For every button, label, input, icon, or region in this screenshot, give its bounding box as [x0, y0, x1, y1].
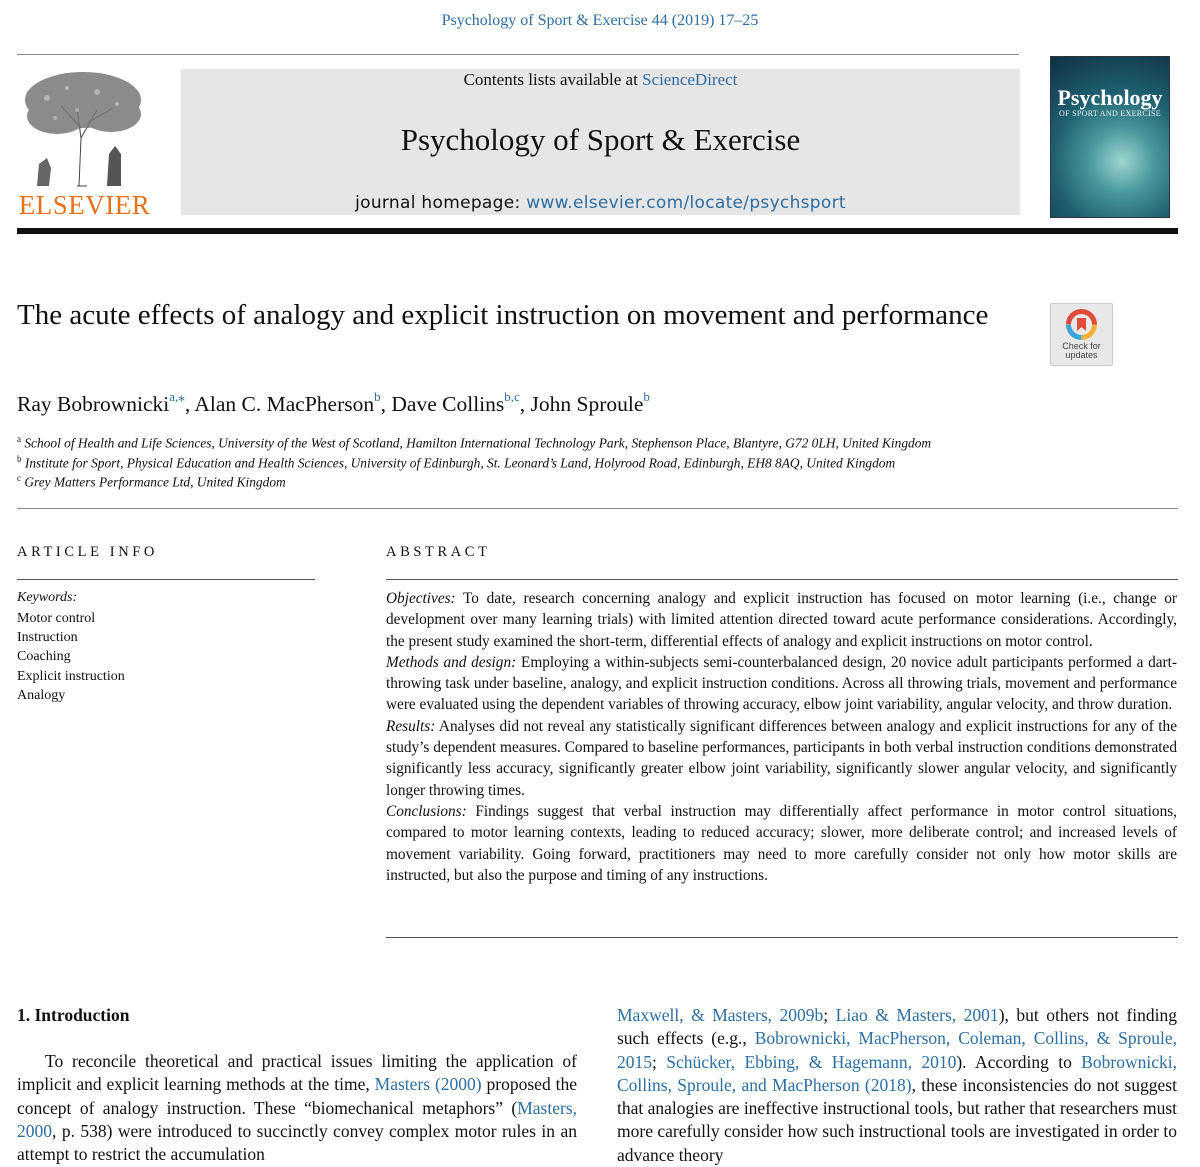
abstract-objectives — [386, 588, 1177, 652]
citation-link[interactable]: Bobrownicki, MacPherson, Coleman, Collins, & Sproule, 2015 — [617, 1028, 1177, 1072]
contents-line — [181, 70, 1020, 90]
body-column-right — [617, 1004, 1177, 1167]
author-affiliation-mark[interactable]: b — [374, 389, 381, 404]
affiliation — [17, 454, 895, 471]
citation-link[interactable]: Bobrownicki, Collins, Sproule, and MacPherson (2018) — [617, 1051, 1177, 1095]
abstract-bottom-rule — [386, 937, 1178, 938]
body-text: ; — [823, 1005, 836, 1025]
abstract-top-rule — [386, 579, 1178, 580]
keyword: Explicit instruction — [17, 668, 125, 684]
citation-link[interactable]: Masters (2000) — [374, 1074, 482, 1095]
section-heading-introduction: 1. Introduction — [17, 1005, 130, 1025]
affiliation — [17, 473, 286, 490]
author-list: Ray Bobrownicki$^{a,⁎}$, Alan C. MacPherson$^b$, Dave Collins$^{b,c}$, John Sproule$^b$ — [17, 389, 650, 416]
abstract-conclusions — [386, 801, 1177, 886]
contents-prefix: Contents lists available at — [463, 70, 643, 89]
abstract-section-text: Findings suggest that verbal instruction may differentially affect performance in motor control situations, compared to motor learning contexts, leading to reduced accuracy; slower, more deliberate control; and increased levels of movement variability. Going forward, practitioners may need to more carefully consider not only how motor skills are instructed, but also the purpose and timing of any instructions. — [386, 802, 1177, 884]
body-text: ; — [652, 1051, 667, 1072]
cover-subtitle: OF SPORT AND EXERCISE — [1059, 109, 1161, 118]
keyword: Motor control — [17, 611, 96, 626]
abstract-results — [386, 716, 1177, 801]
article-info-rule — [17, 579, 315, 580]
affiliation-text: Institute for Sport, Physical Education and Health Sciences, University of Edinburgh, St. Leonard’s Land, Holyrood Road, Edinburgh, EH8 8AQ, United Kingdom — [24, 454, 896, 470]
author-name[interactable]: John Sproule — [530, 392, 644, 416]
author-affiliation-mark[interactable]: b — [643, 389, 650, 404]
journal-cover-image[interactable] — [1050, 56, 1170, 218]
keyword: Coaching — [17, 649, 71, 665]
citation-link[interactable]: Masters, 2000 — [17, 1097, 577, 1141]
header-top-rule — [17, 54, 1019, 55]
body-text: proposed the concept of analogy instruction. These “biomechanical metaphors” ( — [17, 1074, 577, 1118]
journal-title: Psychology of Sport & Exercise — [400, 122, 801, 157]
abstract-section-text: Analyses did not reveal any statistically significant differences between analogy and explicit instructions for any of the study’s dependent measures. Compared to baseline performances, participants in both verbal instruction conditions demonstrated significantly less accuracy, significantly greater elbow joint variability, significantly slower angular velocity, and significantly longer throwing times. — [386, 717, 1177, 799]
abstract-section-label: Conclusions: — [386, 802, 467, 820]
affiliation-mark: a — [17, 434, 21, 444]
check-for-updates-label: Check for updates — [1062, 341, 1101, 360]
body-text: , these inconsistencies do not suggest that analogies are ineffective instructional tools, but rather that researchers must more carefully consider how such instructional tools are investigated in order to advance theory — [617, 1074, 1177, 1165]
homepage-prefix: journal homepage: — [355, 193, 527, 213]
abstract-section-text: To date, research concerning analogy and explicit instruction has focused on motor learning (i.e., change or development over many learning trials) with limited attention directed toward acute performance considerations. Accordingly, the present study examined the short-term, differential effects of analogy and explicit instructions on motor control. — [386, 590, 1177, 650]
keyword: Instruction — [17, 630, 78, 646]
body-column-left — [17, 1050, 577, 1166]
journal-homepage-line — [181, 193, 1020, 213]
citation-link[interactable]: Schücker, Ebbing, & Hagemann, 2010 — [666, 1051, 957, 1072]
homepage-link[interactable]: www.elsevier.com/locate/psychsport — [526, 193, 846, 213]
author-affiliation-mark[interactable]: b,c — [504, 389, 520, 404]
author-affiliation-mark[interactable]: a,⁎ — [169, 389, 185, 404]
keyword: Analogy — [17, 687, 66, 703]
cover-title: Psychology — [1057, 85, 1163, 110]
sciencedirect-link[interactable]: ScienceDirect — [642, 70, 738, 89]
article-title: The acute effects of analogy and explicit instruction on movement and performance — [17, 299, 989, 331]
abstract-heading: ABSTRACT — [386, 544, 491, 560]
abstract-section-label: Objectives: — [386, 590, 456, 607]
affiliation-text: Grey Matters Performance Ltd, United Kingdom — [24, 474, 286, 490]
body-text: , p. 538) were introduced to succinctly convey complex motor rules in an attempt to restrict the accumulation — [17, 1120, 577, 1165]
author-name[interactable]: Dave Collins — [391, 392, 505, 416]
check-for-updates-button[interactable] — [1050, 303, 1113, 366]
affiliation-mark: c — [17, 473, 21, 483]
abstract-methods — [386, 652, 1177, 716]
abstract-section-label: Results: — [386, 717, 436, 735]
abstract-section-label: Methods and design: — [386, 653, 517, 671]
citation-link[interactable]: Liao & Masters, 2001 — [835, 1005, 999, 1025]
abstract-section-text: Employing a within-subjects semi-counterbalanced design, 20 novice adult participants performed a dart-throwing task under baseline, analogy, and explicit instruction conditions. Across all throwing trials, movement and performance were evaluated using the dependent variables of throwing accuracy, elbow joint variability, angular velocity, and throw duration. — [386, 653, 1177, 714]
citation-link[interactable]: Maxwell, & Masters, 2009b — [617, 1005, 824, 1025]
crossmark-icon — [1066, 309, 1097, 340]
author-name[interactable]: Alan C. MacPherson — [194, 392, 375, 416]
elsevier-wordmark: ELSEVIER — [18, 190, 151, 220]
affiliation-mark: b — [17, 453, 22, 464]
title-block-rule — [17, 508, 1178, 509]
affiliation — [17, 434, 931, 451]
article-info-heading: ARTICLE INFO — [17, 544, 159, 560]
body-text: ). According to — [956, 1051, 1082, 1072]
keywords-label: Keywords: — [17, 590, 78, 605]
affiliation-text: School of Health and Life Sciences, University of the West of Scotland, Hamilton International Technology Park, Stephenson Place, Blantyre, G72 0LH, United Kingdom — [24, 435, 932, 451]
abstract-body — [386, 588, 1177, 886]
keywords-list — [17, 609, 125, 705]
body-text: ), but others not finding such effects (e.g., — [617, 1005, 1177, 1049]
header-thick-rule — [17, 228, 1178, 234]
journal-citation[interactable]: Psychology of Sport & Exercise 44 (2019) 17–25 — [441, 12, 759, 29]
author-name[interactable]: Ray Bobrownicki — [17, 392, 170, 416]
body-text: To reconcile theoretical and practical issues limiting the application of implicit and explicit learning methods at the time, — [17, 1051, 577, 1095]
